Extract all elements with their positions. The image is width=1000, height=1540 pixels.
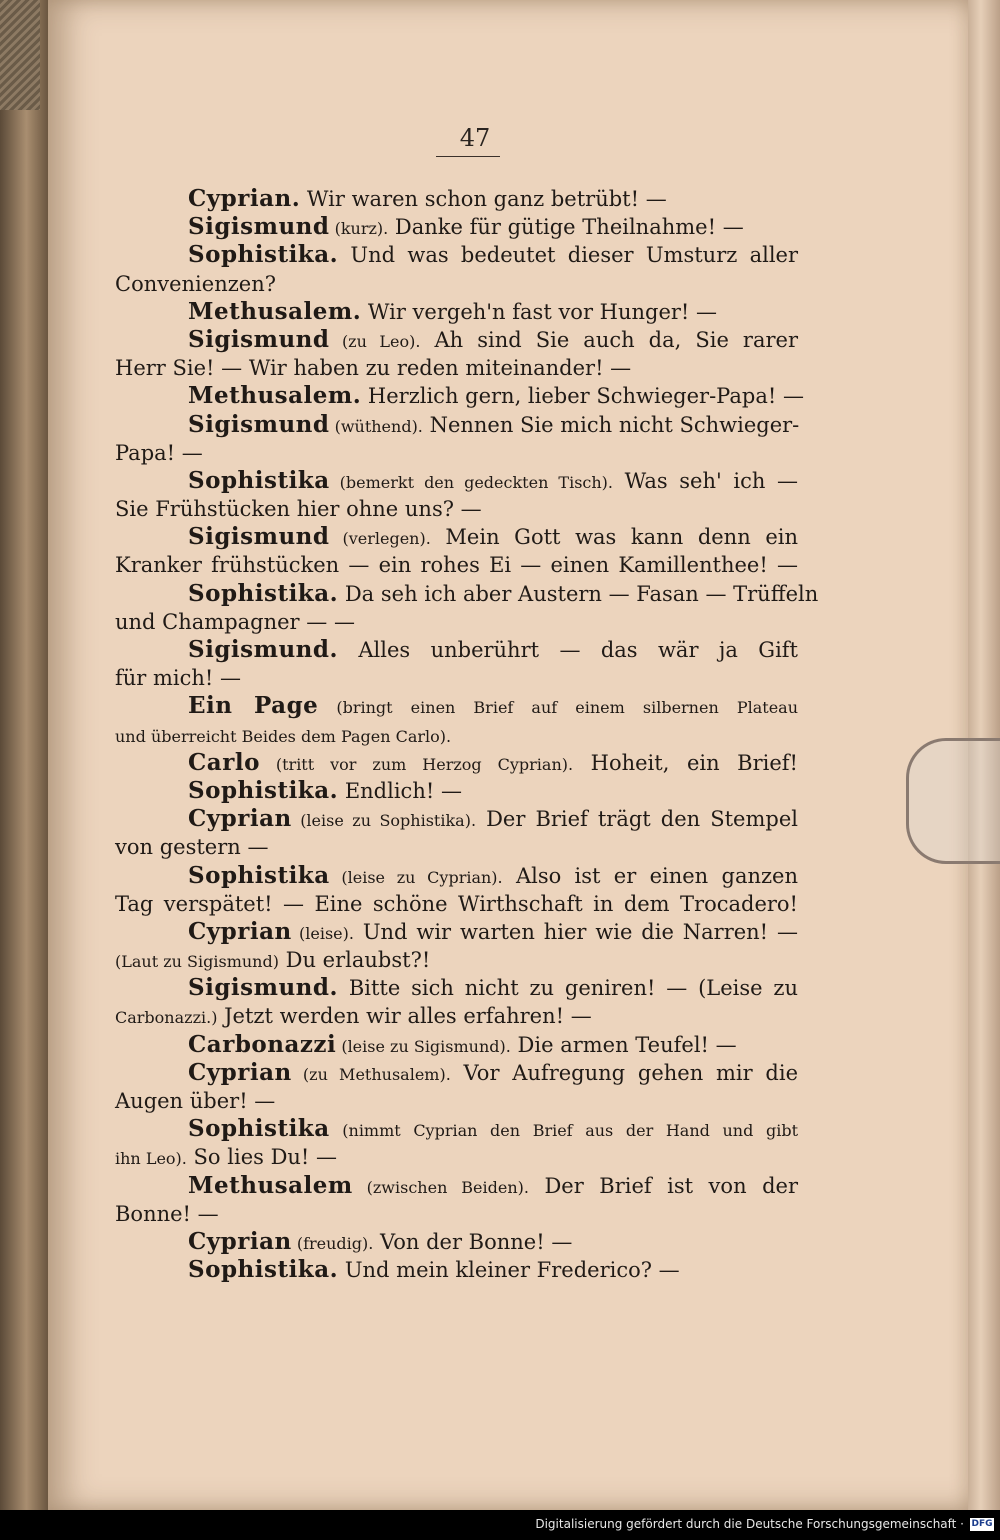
speaker-name: Cyprian <box>188 917 292 945</box>
text-line <box>115 664 798 692</box>
text-line <box>115 1172 798 1200</box>
speaker-name: Sigismund <box>188 213 330 241</box>
text-line <box>115 241 798 269</box>
dialogue-text: Und was bedeutet dieser Umsturz aller <box>338 243 798 268</box>
stage-direction: (kurz). <box>329 219 389 239</box>
speaker-name: Carlo <box>188 748 260 776</box>
footer-bar <box>0 1510 1000 1540</box>
page-number: 47 <box>459 124 491 152</box>
dialogue-text: Was seh' ich — <box>613 468 798 493</box>
text-line <box>115 749 798 777</box>
speaker-name: Sophistika <box>188 861 330 889</box>
dialogue-text: Also ist er einen ganzen <box>502 863 799 888</box>
dialogue-text: Alles unberührt — das wär ja Gift <box>338 638 798 662</box>
stage-direction: (zu Leo). <box>329 331 421 351</box>
stage-direction: (leise zu Sophistika). <box>291 811 477 831</box>
footer-credit: Digitalisierung gefördert durch die Deutsche Forschungsgemeinschaft · <box>535 1517 964 1531</box>
text-line <box>115 833 798 861</box>
page-number-rule <box>436 156 500 157</box>
dialogue-text: Endlich! — <box>338 778 462 803</box>
dialogue-text: und Champagner — — <box>115 609 355 634</box>
stage-direction: (verlegen). <box>329 529 431 549</box>
text-line <box>115 326 798 354</box>
stage-direction: (nimmt Cyprian den Brief aus der Hand und gibt <box>329 1121 798 1141</box>
text-line <box>115 354 798 382</box>
text-line <box>115 1228 798 1256</box>
speaker-name: Carbonazzi <box>188 1030 337 1058</box>
stage-direction: (Laut zu Sigismund) <box>115 952 279 972</box>
speaker-name: Methusalem <box>188 1171 353 1199</box>
text-line <box>115 382 804 410</box>
speaker-name: Cyprian <box>188 1058 292 1086</box>
stage-direction: (leise zu Sigismund). <box>336 1036 511 1056</box>
speaker-name: Sophistika. <box>188 1256 339 1284</box>
text-line <box>115 1143 798 1171</box>
speaker-name: Sigismund <box>188 410 330 438</box>
dialogue-text: Die armen Teufel! — <box>510 1032 737 1057</box>
dialogue-text: Mein Gott was kann denn ein <box>430 525 798 550</box>
dialogue-text: für mich! — <box>115 666 242 691</box>
binding-spine <box>0 0 40 110</box>
speaker-name: Sophistika. <box>188 241 339 269</box>
dialogue-text: Papa! — <box>115 440 203 465</box>
dialogue-text: Der Brief trägt den Stempel <box>476 807 798 832</box>
dialogue-text: Augen über! — <box>115 1089 276 1113</box>
text-line <box>115 608 798 636</box>
speaker-name: Sophistika. <box>188 579 339 607</box>
dialogue-text: Jetzt werden wir alles erfahren! — <box>217 1004 592 1029</box>
speaker-name: Methusalem. <box>188 297 362 325</box>
text-line <box>115 185 798 213</box>
dialogue-text: Da seh ich aber Austern — Fasan — Trüffeln <box>338 581 819 606</box>
text-line <box>115 270 798 298</box>
text-line <box>115 213 798 241</box>
speaker-name: Sigismund. <box>188 636 338 663</box>
text-line <box>115 439 798 467</box>
dialogue-text: Und mein kleiner Frederico? — <box>338 1258 680 1283</box>
page-clip <box>906 738 1000 864</box>
stage-direction: (zwischen Beiden). <box>352 1177 529 1197</box>
text-line <box>115 721 798 749</box>
stage-direction: (leise zu Cyprian). <box>329 867 503 887</box>
dialogue-text: Kranker frühstücken — ein rohes Ei — einen Kamillenthee! — <box>115 553 798 578</box>
text-line <box>115 862 798 890</box>
dialogue-text: Bitte sich nicht zu geniren! — (Leise zu <box>338 976 798 1001</box>
text-line <box>115 918 798 946</box>
dialogue-text: von gestern — <box>115 835 269 860</box>
text-line <box>115 523 798 551</box>
stage-direction: (tritt vor zum Herzog Cyprian). <box>259 754 574 774</box>
dialogue-text: Und wir warten hier wie die Narren! — <box>353 919 798 944</box>
stage-direction: (bemerkt den gedeckten Tisch). <box>329 472 613 492</box>
speaker-name: Sophistika <box>188 466 330 494</box>
text-line <box>115 1002 798 1030</box>
speaker-name: Ein Page <box>188 692 319 720</box>
stage-direction: (freudig). <box>291 1233 374 1253</box>
stage-direction: (zu Methusalem). <box>291 1064 451 1084</box>
speaker-name: Sophistika. <box>188 776 339 804</box>
text-line <box>115 777 798 805</box>
dialogue-text: Sie Frühstücken hier ohne uns? — <box>115 497 482 522</box>
text-line <box>115 551 798 579</box>
speaker-name: Methusalem. <box>188 382 362 410</box>
text-line <box>115 495 798 523</box>
dialogue-text: Bonne! — <box>115 1201 219 1226</box>
speaker-name: Sophistika <box>188 1115 330 1143</box>
text-line <box>115 636 798 664</box>
text-line <box>115 974 798 1002</box>
dialogue-text: Von der Bonne! — <box>373 1229 573 1254</box>
text-line <box>115 1200 798 1228</box>
stage-direction: Carbonazzi.) <box>115 1008 218 1028</box>
text-line <box>115 579 819 608</box>
speaker-name: Sigismund. <box>188 974 338 1002</box>
stage-direction: (wüthend). <box>329 416 423 436</box>
dialogue-text: Herr Sie! — Wir haben zu reden miteinander! — <box>115 356 632 381</box>
text-line <box>115 298 798 326</box>
text-line <box>115 1256 798 1284</box>
stage-direction: (bringt einen Brief auf einem silbernen Plateau <box>318 698 799 718</box>
dialogue-text: Wir waren schon ganz betrübt! — <box>300 187 667 211</box>
speaker-name: Cyprian <box>188 1227 292 1255</box>
dfg-logo: DFG <box>971 1519 993 1529</box>
dialogue-text: Tag verspätet! — Eine schöne Wirthschaft in dem Trocadero! <box>115 891 798 916</box>
stage-direction: ihn Leo). <box>115 1149 187 1169</box>
text-line <box>115 1059 798 1087</box>
speaker-name: Cyprian. <box>188 185 301 212</box>
stage-direction: (leise). <box>291 923 354 943</box>
dialogue-text: So lies Du! — <box>186 1145 338 1170</box>
text-line <box>115 805 798 833</box>
text-line <box>115 1087 798 1115</box>
dialogue-text: Wir vergeh'n fast vor Hunger! — <box>361 299 718 324</box>
dialogue-text: Ah sind Sie auch da, Sie rarer <box>420 327 798 352</box>
dialogue-text: Danke für gütige Theilnahme! — <box>388 215 744 240</box>
play-text <box>115 185 819 1284</box>
text-line <box>115 692 798 720</box>
dialogue-text: Hoheit, ein Brief! <box>573 750 798 775</box>
dialogue-text: Herzlich gern, lieber Schwieger-Papa! — <box>361 384 804 409</box>
dialogue-text: Der Brief ist von der <box>528 1173 798 1198</box>
dialogue-text: Vor Aufregung gehen mir die <box>450 1060 799 1085</box>
dialogue-text: Nennen Sie mich nicht Schwieger- <box>422 412 800 437</box>
text-line <box>115 946 798 974</box>
speaker-name: Cyprian <box>188 805 292 833</box>
dialogue-text: Convenienzen? <box>115 271 276 296</box>
text-line <box>115 890 798 918</box>
stage-direction: und überreicht Beides dem Pagen Carlo). <box>115 726 452 746</box>
left-page-edge <box>0 0 48 1510</box>
dialogue-text: Du erlaubst?! <box>278 948 431 973</box>
text-line <box>115 411 798 439</box>
speaker-name: Sigismund <box>188 325 330 353</box>
text-line <box>115 1031 798 1059</box>
speaker-name: Sigismund <box>188 523 330 551</box>
text-line <box>115 467 798 495</box>
text-line <box>115 1115 798 1143</box>
